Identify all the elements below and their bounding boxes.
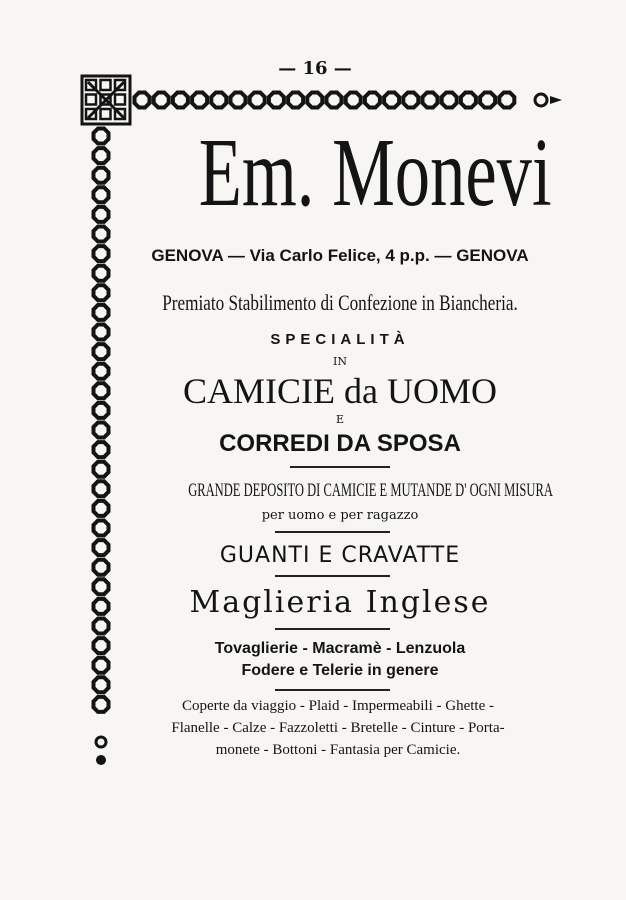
specialita-heading: SPECIALITÀ bbox=[270, 331, 410, 348]
chain-end-top bbox=[535, 94, 547, 106]
chain-link-left bbox=[94, 246, 109, 261]
chain-link-top bbox=[423, 93, 438, 108]
page-number: — 16 — bbox=[278, 58, 352, 79]
chain-link-left bbox=[94, 403, 109, 418]
e-word: E bbox=[335, 413, 345, 426]
chain-link-top bbox=[288, 93, 303, 108]
chain-link-left bbox=[94, 501, 109, 516]
chain-link-left bbox=[94, 266, 109, 281]
chain-link-left bbox=[94, 148, 109, 163]
chain-link-top bbox=[211, 93, 226, 108]
chain-link-left bbox=[94, 423, 109, 438]
maglieria-heading: Maglieria Inglese bbox=[189, 585, 491, 620]
chain-link-left bbox=[94, 599, 109, 614]
chain-link-left bbox=[94, 227, 109, 242]
chain-link-left bbox=[94, 442, 109, 457]
chain-link-left bbox=[94, 638, 109, 653]
chain-link-top bbox=[480, 93, 495, 108]
chain-link-top bbox=[250, 93, 265, 108]
corner-ornament-cell bbox=[86, 95, 96, 105]
corredi-heading: CORREDI DA SPOSA bbox=[219, 430, 461, 457]
tovaglierie-line: Tovaglierie - Macramè - Lenzuola bbox=[214, 640, 466, 657]
chain-link-top bbox=[461, 93, 476, 108]
chain-link-left bbox=[94, 462, 109, 477]
chain-link-top bbox=[173, 93, 188, 108]
chain-link-left bbox=[94, 658, 109, 673]
tagline: Premiato Stabilimento di Confezione in Biancheria. bbox=[162, 290, 518, 315]
camicie-heading: CAMICIE da UOMO bbox=[183, 371, 497, 411]
chain-link-top bbox=[192, 93, 207, 108]
chain-link-left bbox=[94, 579, 109, 594]
chain-link-top bbox=[384, 93, 399, 108]
divider-rule bbox=[275, 575, 390, 577]
chain-link-left bbox=[94, 325, 109, 340]
chain-link-left bbox=[94, 560, 109, 575]
divider-rule bbox=[290, 466, 390, 468]
chain-link-top bbox=[442, 93, 457, 108]
chain-end-left bbox=[96, 737, 106, 747]
chain-link-left bbox=[94, 677, 109, 692]
chain-link-top bbox=[327, 93, 342, 108]
in-word: IN bbox=[333, 355, 347, 368]
chain-arrow-top bbox=[550, 96, 562, 104]
items-line: Flanelle - Calze - Fazzoletti - Bretelle - Cinture - Porta- bbox=[171, 720, 505, 736]
corner-ornament-cell bbox=[101, 109, 111, 119]
chain-link-left bbox=[94, 383, 109, 398]
chain-link-left bbox=[94, 697, 109, 712]
chain-link-top bbox=[346, 93, 361, 108]
chain-link-left bbox=[94, 285, 109, 300]
chain-link-left bbox=[94, 305, 109, 320]
corner-ornament-cell bbox=[101, 80, 111, 90]
chain-link-top bbox=[307, 93, 322, 108]
chain-link-top bbox=[231, 93, 246, 108]
chain-link-left bbox=[94, 207, 109, 222]
divider-rule bbox=[275, 628, 390, 630]
chain-link-left bbox=[94, 187, 109, 202]
chain-link-left bbox=[94, 521, 109, 536]
uomo-ragazzo-line: per uomo e per ragazzo bbox=[261, 508, 419, 523]
chain-link-top bbox=[499, 93, 514, 108]
deposito-line: GRANDE DEPOSITO DI CAMICIE E MUTANDE D' OGNI MISURA bbox=[188, 480, 553, 501]
divider-rule bbox=[275, 531, 390, 533]
chain-link-left bbox=[94, 344, 109, 359]
fodere-line: Fodere e Telerie in genere bbox=[241, 662, 439, 679]
address-line: GENOVA — Via Carlo Felice, 4 p.p. — GENOVA bbox=[151, 246, 529, 265]
items-line: monete - Bottoni - Fantasia per Camicie. bbox=[215, 742, 461, 758]
corner-ornament-cell bbox=[115, 95, 125, 105]
chain-link-top bbox=[269, 93, 284, 108]
guanti-heading: GUANTI E CRAVATTE bbox=[219, 543, 461, 568]
chain-dot-left bbox=[96, 755, 106, 765]
chain-link-left bbox=[94, 619, 109, 634]
chain-link-left bbox=[94, 168, 109, 183]
chain-link-top bbox=[365, 93, 380, 108]
chain-link-left bbox=[94, 364, 109, 379]
chain-link-left bbox=[94, 481, 109, 496]
advert-title: Em. Monevi bbox=[198, 119, 552, 227]
items-line: Coperte da viaggio - Plaid - Impermeabili - Ghette - bbox=[182, 698, 494, 714]
chain-link-top bbox=[403, 93, 418, 108]
chain-link-top bbox=[135, 93, 150, 108]
chain-link-left bbox=[94, 129, 109, 144]
divider-rule bbox=[275, 689, 390, 691]
chain-link-top bbox=[154, 93, 169, 108]
chain-link-left bbox=[94, 540, 109, 555]
